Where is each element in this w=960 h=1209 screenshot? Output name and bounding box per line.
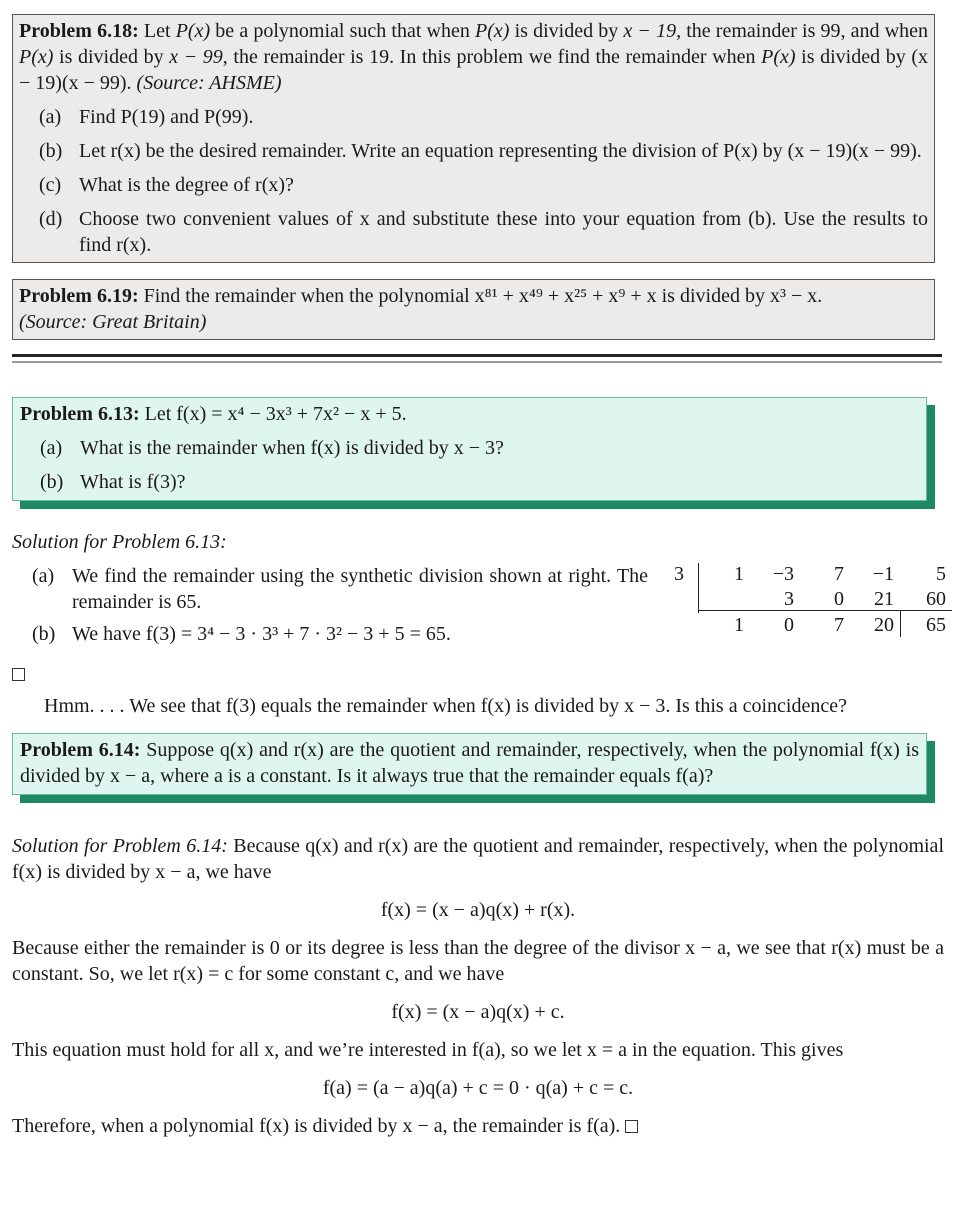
solution-6-14-intro: Solution for Problem 6.14: Because q(x) and r(x) are the quotient and remainder, respectively, when the polynomial f(x) is divided by x − a, we have: [12, 835, 944, 883]
qed-square-icon: [625, 1120, 638, 1133]
solution-6-13-title: Solution for Problem 6.13:: [12, 531, 227, 553]
qed-square-icon: [12, 668, 25, 681]
problem-source: (Source: Great Britain): [19, 311, 207, 333]
problem-part: (b) Let r(x) be the desired remainder. Write an equation representing the division of P(x) by (x − 19)(x − 99).: [39, 140, 922, 162]
problem-title: Problem 6.14:: [20, 739, 141, 761]
problem-title: Problem 6.18:: [19, 20, 139, 42]
synth-coef: 1: [734, 563, 744, 585]
synth-result: 1: [734, 614, 744, 636]
solution-paragraph: Therefore, when a polynomial f(x) is divided by x − a, the remainder is f(a).: [12, 1113, 944, 1139]
synthetic-division-table: [664, 559, 954, 639]
problem-6-13-box: Problem 6.13: Let f(x) = x⁴ − 3x³ + 7x² − x + 5. (a) What is the remainder when f(x) is divided by x − 3? (b) What is f(3)?: [12, 397, 927, 501]
synth-product: 21: [874, 588, 894, 610]
problem-part: (d) Choose two convenient values of x and substitute these into your equation from (b). Use the results to find r(x).: [39, 208, 928, 256]
synth-result: 20: [874, 614, 894, 636]
display-equation: f(x) = (x − a)q(x) + r(x).: [380, 899, 576, 921]
problem-part: (a) What is the remainder when f(x) is divided by x − 3?: [40, 437, 504, 459]
synth-coef: 7: [834, 563, 844, 585]
synth-remainder: 65: [926, 614, 946, 636]
problem-6-19-box: Problem 6.19: Find the remainder when the polynomial x⁸¹ + x⁴⁹ + x²⁵ + x⁹ + x is divided by x³ − x. (Source: Great Britain): [12, 279, 935, 340]
display-equation: f(a) = (a − a)q(a) + c = 0 · q(a) + c = c.: [322, 1077, 634, 1099]
qed-line: [12, 661, 944, 681]
hmm-remark: Hmm. . . . We see that f(3) equals the remainder when f(x) is divided by x − 3. Is this a coincidence?: [44, 695, 847, 717]
problem-part: (a) Find P(19) and P(99).: [39, 106, 254, 128]
synth-coef: −3: [772, 563, 794, 585]
solution-part: (a) We find the remainder using the synthetic division shown at right. The remainder is 65.: [32, 565, 648, 613]
problem-title: Problem 6.13:: [20, 403, 140, 425]
problem-6-18-box: [12, 14, 935, 263]
synth-remainder-rule: [900, 611, 901, 637]
solution-part: (b) We have f(3) = 3⁴ − 3 · 3³ + 7 · 3² − 3 + 5 = 65.: [32, 623, 451, 645]
synth-divisor: 3: [674, 563, 684, 585]
synth-product: 3: [784, 588, 794, 610]
display-equation: f(x) = (x − a)q(x) + c.: [391, 1001, 565, 1023]
solution-6-13-body: [12, 563, 944, 647]
problem-title: Problem 6.19:: [19, 285, 139, 307]
synth-result: 7: [834, 614, 844, 636]
synth-vertical-rule: [698, 563, 699, 613]
synth-product: 60: [926, 588, 946, 610]
solution-6-13-parts: [12, 563, 648, 647]
problem-6-18-intro: Problem 6.18: Let P(x) be a polynomial such that when P(x) is divided by x − 19, the remainder is 99, and when P(x) is divided by x − 99, the remainder is 19. In this problem we find the remainder when P(x) is divided by (x − 19)(x − 99). (Source: AHSME): [19, 20, 929, 94]
solution-paragraph: This equation must hold for all x, and we’re interested in f(a), so we let x = a in the equation. This gives: [12, 1039, 844, 1061]
section-divider: [12, 354, 942, 357]
synth-coef: 5: [936, 563, 946, 585]
problem-part: (c) What is the degree of r(x)?: [39, 174, 294, 196]
section-divider-group: [12, 354, 942, 363]
synth-result: 0: [784, 614, 794, 636]
problem-6-14-box: Problem 6.14: Suppose q(x) and r(x) are the quotient and remainder, respectively, when the polynomial f(x) is divided by x − a, where a is a constant. Is it always true that the remainder equals f(a)?: [12, 733, 927, 795]
synth-product: 0: [834, 588, 844, 610]
synth-coef: −1: [872, 563, 894, 585]
section-divider-light: [12, 361, 942, 363]
solution-paragraph: Because either the remainder is 0 or its degree is less than the degree of the divisor x − a, we see that r(x) must be a constant. So, we let r(x) = c for some constant c, and we have: [12, 937, 944, 985]
solution-6-14-title: Solution for Problem 6.14:: [12, 835, 228, 857]
problem-part: (b) What is f(3)?: [40, 471, 186, 493]
problem-source: (Source: AHSME): [136, 72, 282, 94]
